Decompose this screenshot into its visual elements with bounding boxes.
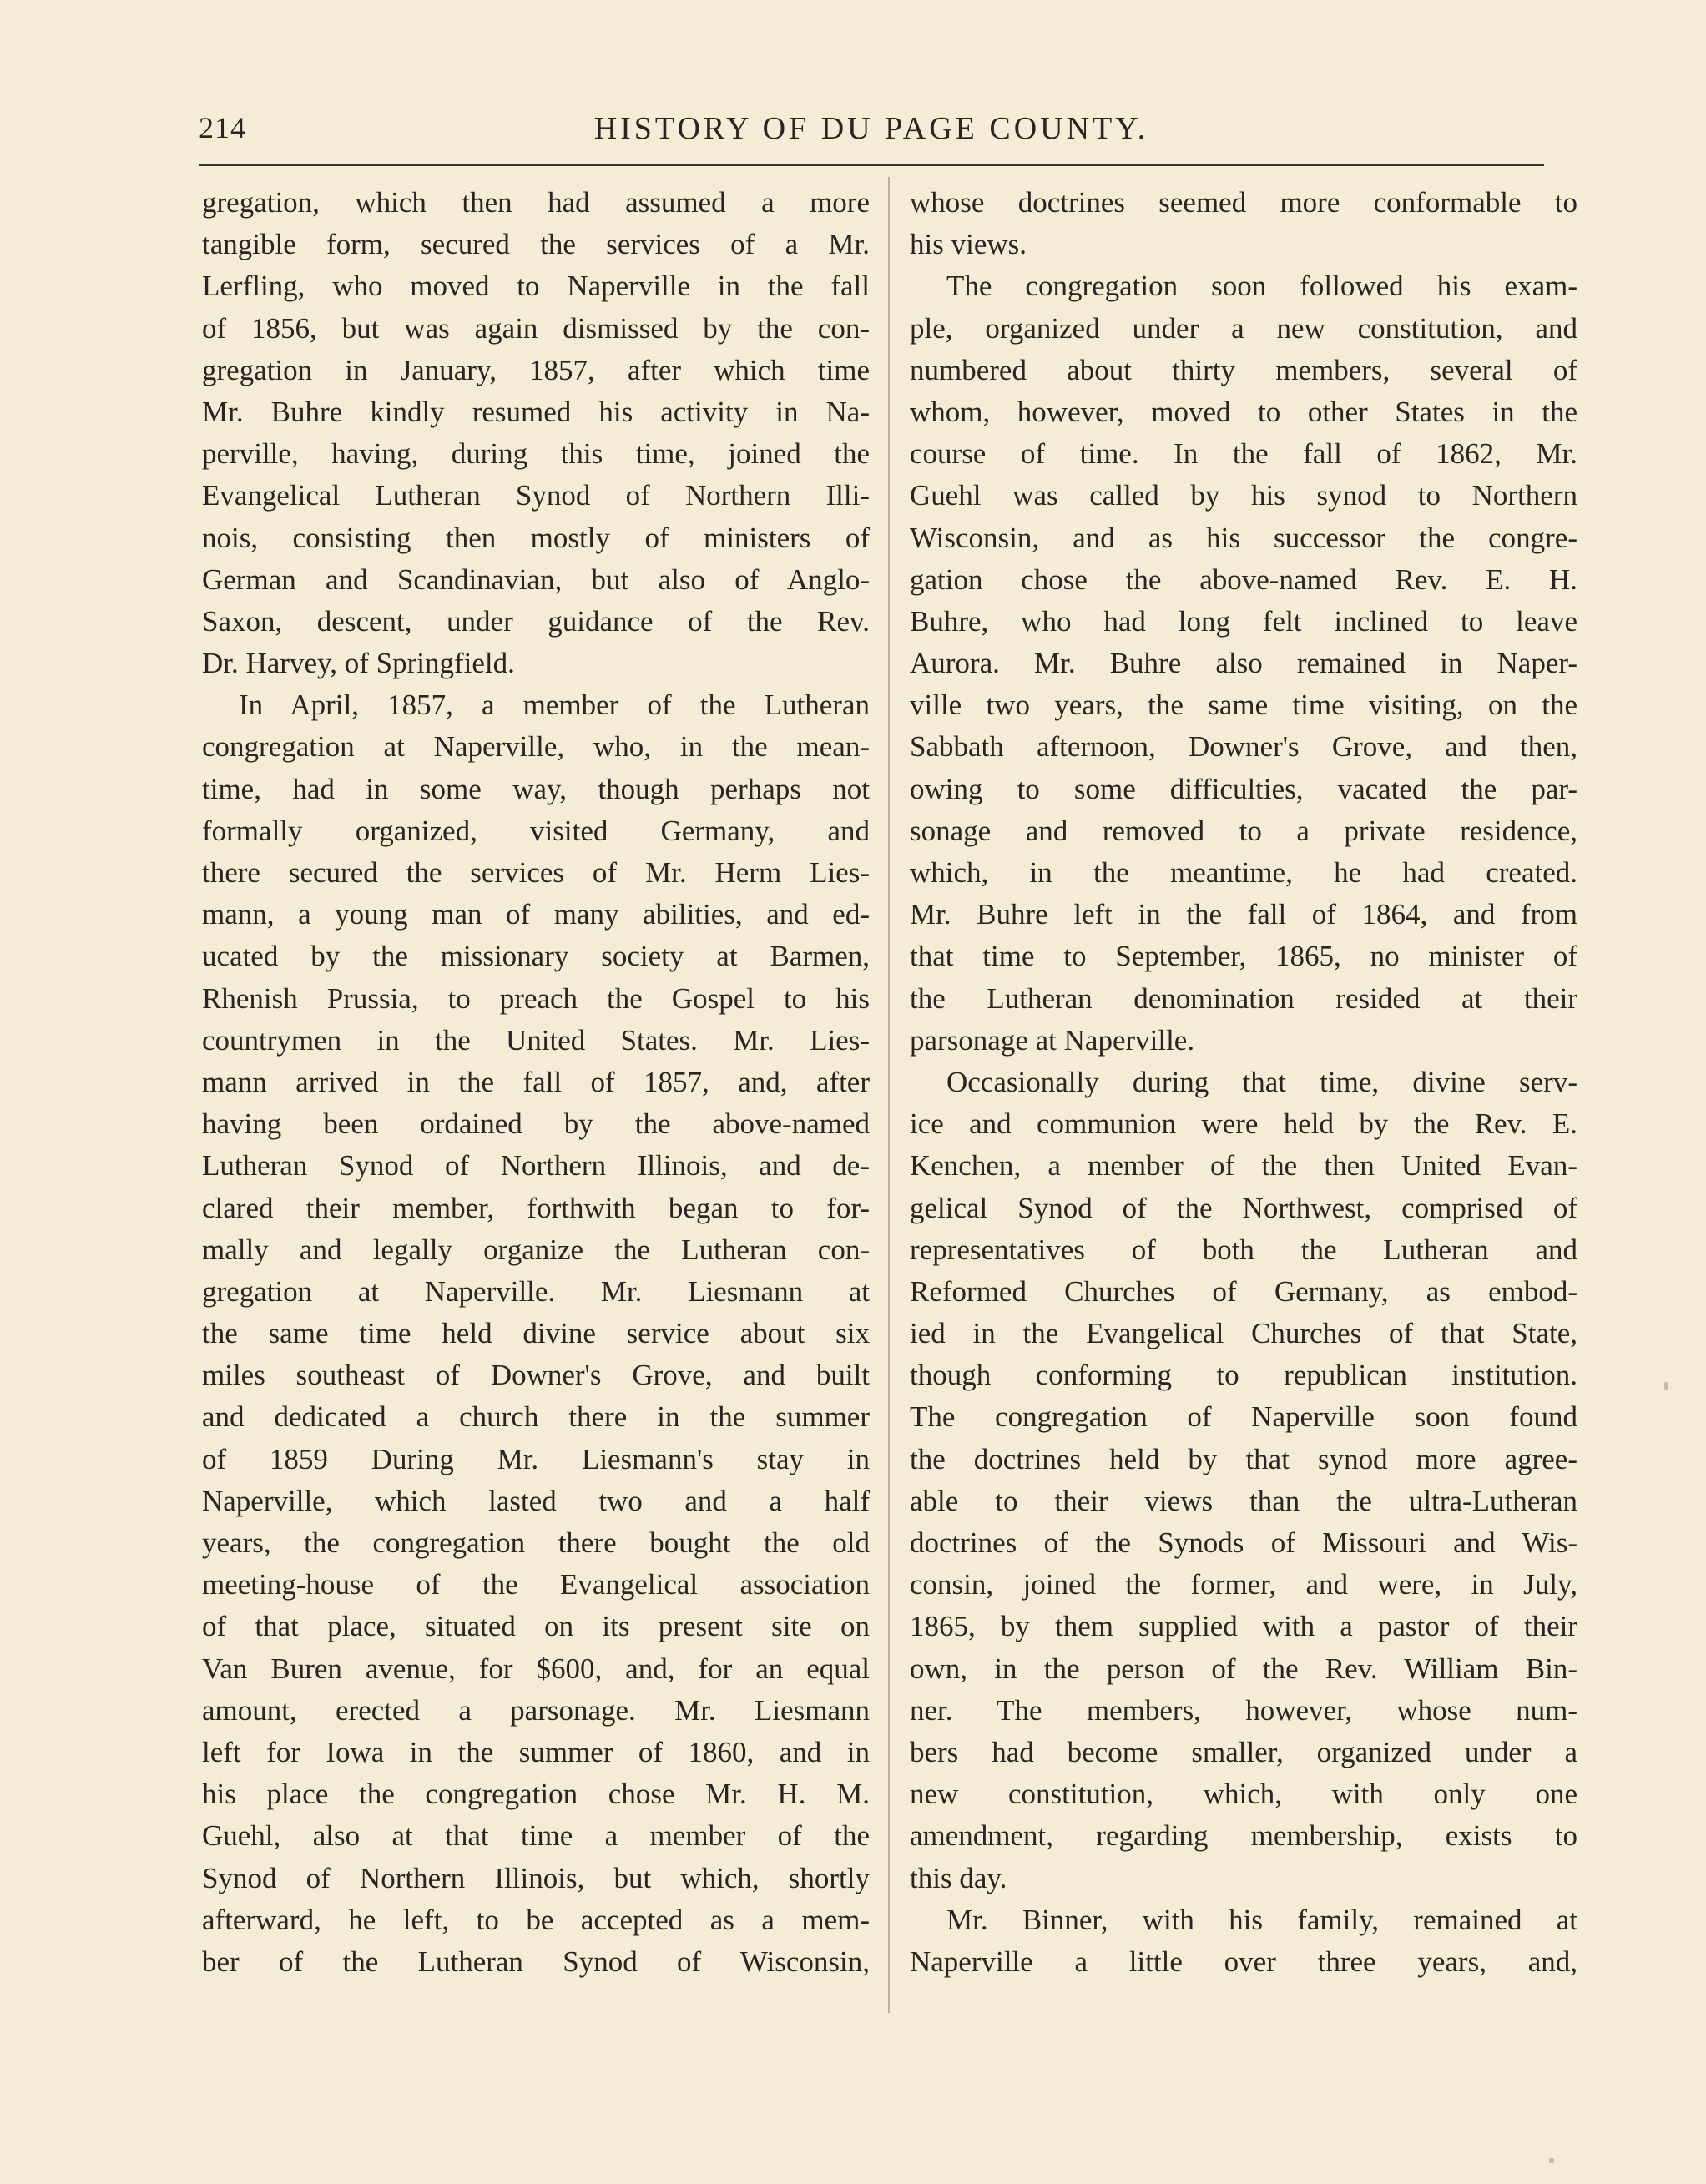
text-line: Saxon, descent, under guidance of the Rev. [202, 604, 870, 638]
text-line: Lutheran Synod of Northern Illinois, and de- [202, 1149, 870, 1183]
text-line: owing to some difficulties, vacated the par- [910, 772, 1577, 805]
text-line: gation chose the above-named Rev. E. H. [910, 562, 1577, 596]
text-line: consin, joined the former, and were, in July, [910, 1568, 1577, 1601]
text-line: miles southeast of Downer's Grove, and built [202, 1359, 870, 1392]
text-line: amount, erected a parsonage. Mr. Liesmann [202, 1693, 870, 1727]
text-line: Buhre, who had long felt inclined to leave [910, 604, 1577, 638]
text-line: of 1856, but was again dismissed by the con- [202, 311, 870, 345]
text-line: though conforming to republican institution. [910, 1359, 1577, 1392]
text-line: Occasionally during that time, divine serv- [946, 1065, 1577, 1098]
text-line: able to their views than the ultra-Lutheran [910, 1484, 1577, 1517]
text-line: bers had become smaller, organized under a [910, 1735, 1577, 1768]
text-line: having been ordained by the above-named [202, 1107, 870, 1141]
text-line: German and Scandinavian, but also of Anglo- [202, 562, 870, 596]
text-line: the Lutheran denomination resided at their [910, 981, 1577, 1015]
text-line: Rhenish Prussia, to preach the Gospel to his [202, 981, 870, 1015]
text-line: nois, consisting then mostly of ministers of [202, 521, 870, 554]
text-line: Mr. Binner, with his family, remained at [946, 1903, 1577, 1936]
text-line: whose doctrines seemed more conformable to [910, 186, 1577, 219]
text-line: sonage and removed to a private residence, [910, 814, 1577, 847]
text-line: afterward, he left, to be accepted as a mem- [202, 1903, 870, 1936]
text-line: gregation in January, 1857, after which time [202, 353, 870, 386]
text-line: In April, 1857, a member of the Lutheran [239, 688, 870, 722]
text-line: left for Iowa in the summer of 1860, and in [202, 1735, 870, 1768]
paper-speck [1664, 1382, 1668, 1390]
text-line: which, in the meantime, he had created. [910, 856, 1577, 889]
text-line: years, the congregation there bought the old [202, 1526, 870, 1559]
text-line: Guehl, also at that time a member of the [202, 1819, 870, 1853]
text-line: meeting-house of the Evangelical association [202, 1568, 870, 1601]
text-line: formally organized, visited Germany, and [202, 814, 870, 847]
text-line: Guehl was called by his synod to Northern [910, 479, 1577, 512]
text-line: of that place, situated on its present site on [202, 1610, 870, 1643]
text-line: ner. The members, however, whose num- [910, 1693, 1577, 1727]
page-header [199, 110, 1544, 152]
text-line: Evangelical Lutheran Synod of Northern Illi- [202, 479, 870, 512]
running-title: HISTORY OF DU PAGE COUNTY. [593, 111, 1149, 146]
text-line: numbered about thirty members, several of [910, 353, 1577, 386]
text-line: ied in the Evangelical Churches of that State, [910, 1317, 1577, 1350]
text-line: Naperville a little over three years, and, [910, 1944, 1577, 1978]
text-line: Lerfling, who moved to Naperville in the fall [202, 270, 870, 303]
text-line: clared their member, forthwith began to for- [202, 1191, 870, 1224]
text-line: The congregation soon followed his exam- [946, 270, 1577, 303]
text-line: Sabbath afternoon, Downer's Grove, and then, [910, 730, 1577, 764]
text-line: Aurora. Mr. Buhre also remained in Naper- [910, 647, 1577, 680]
right-column [910, 182, 1577, 1983]
text-line: mally and legally organize the Lutheran con- [202, 1233, 870, 1266]
left-column [202, 182, 870, 1983]
text-line: of 1859 During Mr. Liesmann's stay in [202, 1442, 870, 1475]
text-line: ville two years, the same time visiting, on the [910, 688, 1577, 722]
text-line: gregation, which then had assumed a more [202, 186, 870, 219]
paper-speck [1549, 2158, 1554, 2163]
text-line: perville, having, during this time, joined the [202, 437, 870, 471]
text-line: new constitution, which, with only one [910, 1778, 1577, 1811]
text-line: Van Buren avenue, for $600, and, for an equal [202, 1652, 870, 1685]
text-line: and dedicated a church there in the summer [202, 1400, 870, 1434]
text-line: ice and communion were held by the Rev. E. [910, 1107, 1577, 1141]
text-line: doctrines of the Synods of Missouri and Wis- [910, 1526, 1577, 1559]
header-rule [199, 164, 1544, 166]
text-line: his place the congregation chose Mr. H. M. [202, 1778, 870, 1811]
text-line: Wisconsin, and as his successor the congre- [910, 521, 1577, 554]
page-number: 214 [199, 111, 246, 144]
text-line: course of time. In the fall of 1862, Mr. [910, 437, 1577, 471]
text-line: that time to September, 1865, no minister of [910, 940, 1577, 973]
text-line: time, had in some way, though perhaps not [202, 772, 870, 805]
text-line: there secured the services of Mr. Herm Lies- [202, 856, 870, 889]
text-line: this day. [910, 1861, 1007, 1894]
text-line: mann, a young man of many abilities, and ed- [202, 898, 870, 931]
text-line: Mr. Buhre kindly resumed his activity in Na- [202, 395, 870, 428]
text-line: tangible form, secured the services of a Mr. [202, 228, 870, 261]
text-line: Mr. Buhre left in the fall of 1864, and from [910, 898, 1577, 931]
text-line: Dr. Harvey, of Springfield. [202, 647, 515, 680]
column-divider [888, 177, 890, 2013]
text-line: ple, organized under a new constitution, and [910, 311, 1577, 345]
text-line: the doctrines held by that synod more agree- [910, 1442, 1577, 1475]
text-line: representatives of both the Lutheran and [910, 1233, 1577, 1266]
text-line: congregation at Naperville, who, in the mean- [202, 730, 870, 764]
text-line: whom, however, moved to other States in the [910, 395, 1577, 428]
text-line: own, in the person of the Rev. William Bin- [910, 1652, 1577, 1685]
text-line: parsonage at Naperville. [910, 1023, 1195, 1057]
text-line: his views. [910, 228, 1027, 261]
text-line: Reformed Churches of Germany, as embod- [910, 1274, 1577, 1308]
text-line: Kenchen, a member of the then United Evan- [910, 1149, 1577, 1183]
text-line: Naperville, which lasted two and a half [202, 1484, 870, 1517]
text-line: gregation at Naperville. Mr. Liesmann at [202, 1274, 870, 1308]
text-line: ucated by the missionary society at Barmen, [202, 940, 870, 973]
text-line: amendment, regarding membership, exists to [910, 1819, 1577, 1853]
text-line: the same time held divine service about six [202, 1317, 870, 1350]
text-line: Synod of Northern Illinois, but which, shortly [202, 1861, 870, 1894]
text-line: countrymen in the United States. Mr. Lies- [202, 1023, 870, 1057]
text-line: The congregation of Naperville soon found [910, 1400, 1577, 1434]
text-line: ber of the Lutheran Synod of Wisconsin, [202, 1944, 870, 1978]
text-line: 1865, by them supplied with a pastor of their [910, 1610, 1577, 1643]
text-line: mann arrived in the fall of 1857, and, after [202, 1065, 870, 1098]
text-line: gelical Synod of the Northwest, comprised of [910, 1191, 1577, 1224]
